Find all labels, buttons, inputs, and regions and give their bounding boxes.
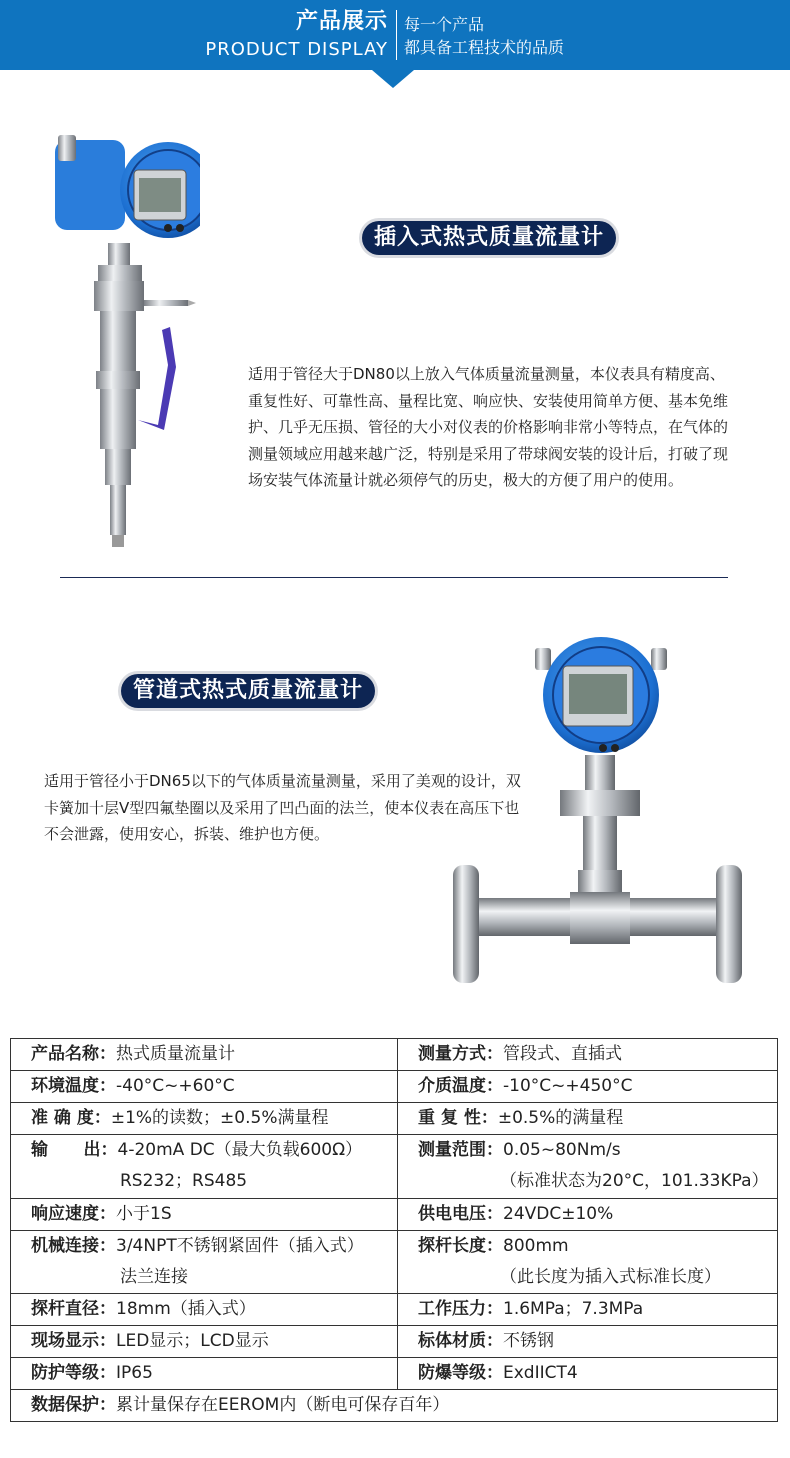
spec-value: 800mm [503,1236,569,1256]
spec-label: 输 出： [31,1140,118,1160]
spec-value: 1.6MPa；7.3MPa [503,1299,644,1319]
spec-label: 防护等级： [31,1363,116,1383]
spec-value: ExdIICT4 [503,1363,578,1383]
spec-value: 管段式、直插式 [503,1044,622,1064]
spec-value: ±1%的读数；±0.5%满量程 [110,1108,329,1128]
spec-value: LED显示；LCD显示 [116,1331,269,1351]
spec-label: 测量方式： [418,1044,503,1064]
spec-cell [11,1103,398,1135]
header-tagline-line1: 每一个产品 [404,15,485,34]
spec-label: 机械连接： [31,1236,116,1256]
spec-label: 数据保护： [31,1395,116,1415]
spec-value: 小于1S [116,1204,172,1224]
spec-cell [398,1358,778,1390]
spec-cell [398,1231,778,1294]
spec-value-continued: （此长度为插入式标准长度） [500,1267,721,1287]
spec-label: 重 复 性： [418,1108,498,1128]
spec-label: 响应速度： [31,1204,116,1224]
spec-cell [11,1039,398,1071]
spec-label: 准 确 度： [31,1108,111,1128]
spec-label: 介质温度： [418,1076,503,1096]
spec-cell [398,1103,778,1135]
product1-description: 适用于管径大于DN80以上放入气体质量流量测量，本仪表具有精度高、重复性好、可靠性高、量程比宽、响应快、安装使用简单方便、基本免维护、几乎无压损、管径的大小对仪表的价格影响非常小等特点，在气体的测量领域应用越来越广泛，特别是采用了带球阀安装的设计后，打破了现场安装气体流量计就必须停气的历史，极大的方便了用户的使用。 [248,365,729,489]
table-row [11,1071,778,1103]
spec-value: -10°C~+450°C [503,1076,633,1096]
table-row [11,1358,778,1390]
header-tagline [404,13,564,59]
spec-cell [398,1199,778,1231]
spec-label: 防爆等级： [418,1363,503,1383]
header-title: 产品展示 [295,9,388,34]
spec-value-continued: RS232；RS485 [120,1171,248,1191]
spec-table [10,1038,778,1422]
spec-value-continued: 法兰连接 [120,1267,188,1287]
spec-value: IP65 [116,1363,153,1383]
spec-value-continued: （标准状态为20°C，101.33KPa） [500,1171,769,1191]
table-row [11,1326,778,1358]
spec-cell [398,1039,778,1071]
table-row [11,1135,778,1199]
spec-value: 18mm（插入式） [116,1299,256,1319]
pipeline-flowmeter-image [445,630,750,990]
spec-label: 现场显示： [31,1331,116,1351]
spec-cell [398,1326,778,1358]
spec-cell [11,1199,398,1231]
spec-cell [11,1390,778,1422]
spec-label: 工作压力： [418,1299,503,1319]
spec-value: ±0.5%的满量程 [497,1108,624,1128]
spec-cell [11,1326,398,1358]
header-title-block [150,8,388,62]
spec-cell [398,1294,778,1326]
spec-label: 探杆长度： [418,1236,503,1256]
insertion-flowmeter-image [50,125,200,555]
spec-label: 探杆直径： [31,1299,116,1319]
table-row [11,1294,778,1326]
product2-description: 适用于管径小于DN65以下的气体质量流量测量，采用了美观的设计，双卡簧加十层V型四氟垫圈以及采用了凹凸面的法兰，使本仪表在高压下也不会泄露，使用安心，拆装、维护也方便。 [44,772,521,843]
spec-value: -40°C~+60°C [116,1076,235,1096]
spec-cell [11,1231,398,1294]
spec-cell [398,1071,778,1103]
spec-value: 0.05~80Nm/s [503,1140,621,1160]
spec-cell [11,1071,398,1103]
header-notch [372,70,414,88]
spec-value: 不锈钢 [503,1331,554,1351]
spec-label: 标体材质： [418,1331,503,1351]
spec-label: 环境温度： [31,1076,116,1096]
header-banner [0,0,790,70]
table-row [11,1199,778,1231]
table-row [11,1390,778,1422]
table-row [11,1039,778,1071]
product2-title-badge: 管道式热式质量流量计 [121,674,375,708]
spec-value: 累计量保存在EEROM内（断电可保存百年） [116,1395,450,1415]
product1-title-badge: 插入式热式质量流量计 [362,221,616,255]
table-row [11,1103,778,1135]
spec-cell [398,1135,778,1199]
spec-value: 热式质量流量计 [116,1044,235,1064]
table-row [11,1231,778,1294]
spec-value: 4-20mA DC（最大负载600Ω） [117,1140,363,1160]
spec-cell [11,1294,398,1326]
spec-label: 测量范围： [418,1140,503,1160]
spec-cell [11,1135,398,1199]
section-divider [60,577,728,578]
header-tagline-line2: 都具备工程技术的品质 [404,38,565,57]
spec-label: 供电电压： [418,1204,503,1224]
spec-value: 24VDC±10% [503,1204,614,1224]
spec-cell [11,1358,398,1390]
header-divider [396,10,397,60]
spec-value: 3/4NPT不锈钢紧固件（插入式） [116,1236,364,1256]
spec-label: 产品名称： [31,1044,116,1064]
header-subtitle: PRODUCT DISPLAY [205,39,388,60]
